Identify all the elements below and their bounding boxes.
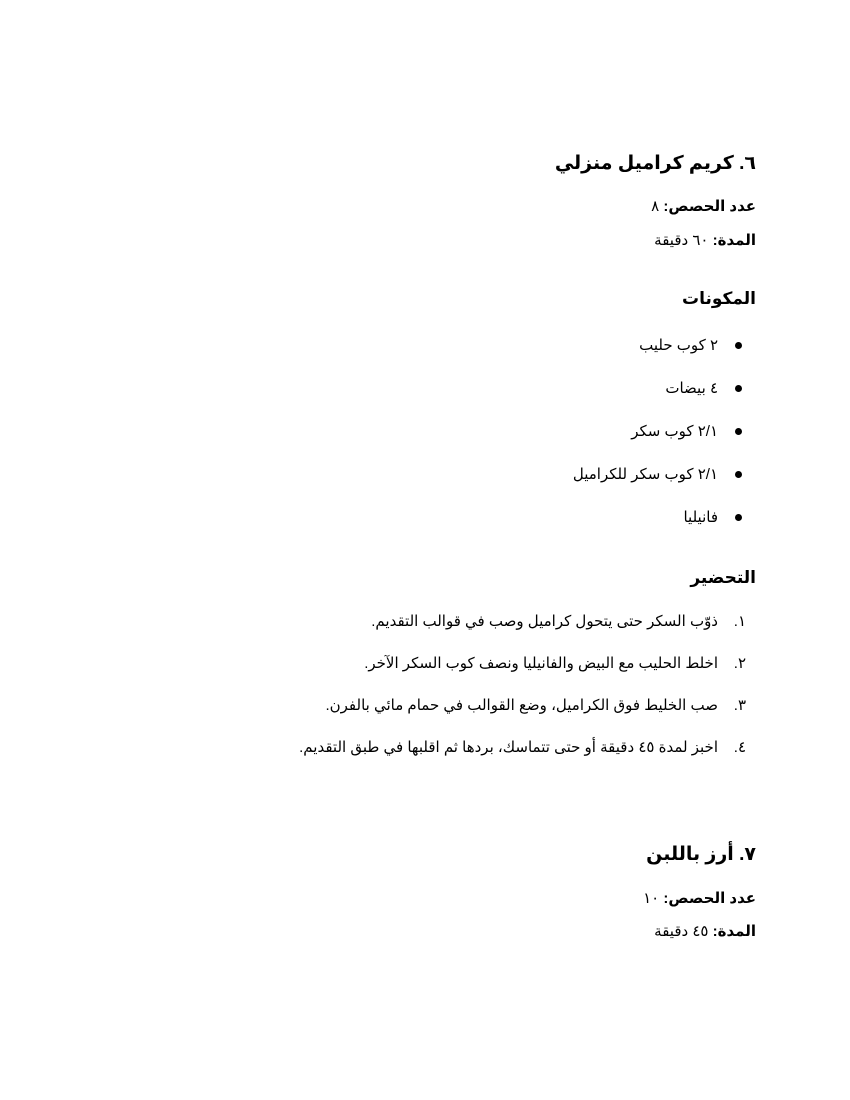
step-number: ٢. [733,655,746,672]
ingredient-item: ٤ بيضات [76,379,756,422]
ingredients-list [76,336,756,551]
servings-value: ١٠ [643,890,660,907]
bullet-icon [735,514,742,521]
bullet-icon [735,385,742,392]
ingredient-item: ٢/١ كوب سكر [76,422,756,465]
step-text: اخبز لمدة ٤٥ دقيقة أو حتى تتماسك، بردها ثم اقلبها في طبق التقديم. [299,739,718,756]
ingredient-item: ٢ كوب حليب [76,336,756,379]
ingredients-heading: المكونات [681,289,756,308]
steps-list [76,612,756,780]
duration-value: ٦٠ دقيقة [654,232,709,249]
servings-label: عدد الحصص: [663,890,756,907]
duration-label: المدة: [712,923,756,940]
ingredients-list-block [76,336,756,551]
step-item [76,738,756,780]
ingredient-item: فانيليا [76,508,756,551]
step-text: اخلط الحليب مع البيض والفانيليا ونصف كوب السكر الآخر. [364,655,718,672]
step-number: ١. [733,613,746,630]
recipe-7-title: ٧. أرز باللبن [646,844,756,865]
bullet-icon [735,428,742,435]
duration-value: ٤٥ دقيقة [654,923,709,940]
duration-label: المدة: [712,232,756,249]
bullet-icon [735,342,742,349]
step-number: ٤. [733,739,746,756]
recipe-7-title-block [76,843,756,867]
recipe-6-title: ٦. كريم كراميل منزلي [554,153,756,174]
step-text: ذوّب السكر حتى يتحول كراميل وصب في قوالب التقديم. [371,613,718,630]
recipe-6-title-block [76,152,756,176]
step-item [76,654,756,696]
steps-list-block [76,612,756,780]
step-text: صب الخليط فوق الكراميل، وضع القوالب في حمام مائي بالفرن. [325,697,718,714]
servings-value: ٨ [651,198,660,215]
step-item [76,696,756,738]
preparation-heading-block [76,567,756,589]
step-number: ٣. [733,697,746,714]
preparation-heading: التحضير [690,568,756,587]
recipe-6-servings [76,197,756,217]
step-item [76,612,756,654]
ingredients-heading-block [76,288,756,310]
servings-label: عدد الحصص: [663,198,756,215]
ingredient-item: ٢/١ كوب سكر للكراميل [76,465,756,508]
recipe-7-servings [76,889,756,909]
recipe-6-duration [76,231,756,251]
bullet-icon [735,471,742,478]
recipe-7-duration [76,922,756,942]
